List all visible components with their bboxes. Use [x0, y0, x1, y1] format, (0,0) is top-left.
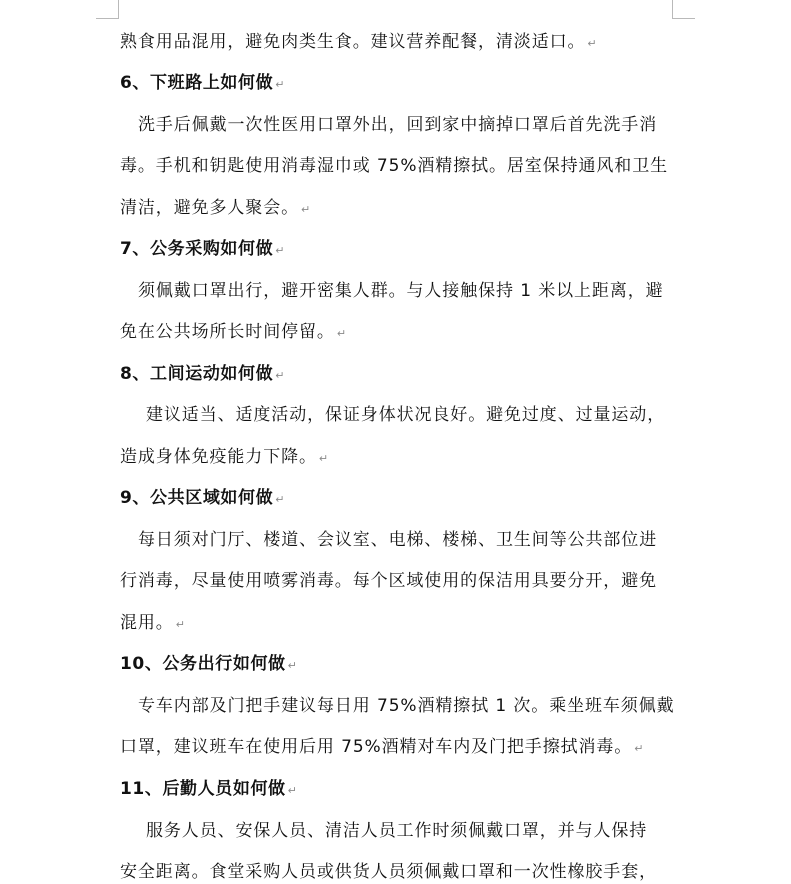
page-corner-mark-right: [672, 0, 695, 19]
page-corner-mark-left: [96, 0, 119, 19]
section-heading: 9、公共区域如何做 ↵: [120, 488, 285, 508]
paragraph-mark-icon: ↵: [634, 742, 644, 755]
paragraph-mark-icon: ↵: [318, 452, 329, 465]
section-heading: 10、公务出行如何做 ↵: [120, 654, 297, 674]
body-text-line: 专车内部及门把手建议每日用 75%酒精擦拭 1 次。乘坐班车须佩戴: [138, 696, 675, 716]
paragraph-mark-icon: ↵: [275, 369, 285, 382]
body-text-line: 每日须对门厅、楼道、会议室、电梯、楼梯、卫生间等公共部位进: [138, 530, 658, 550]
body-text-line: 须佩戴口罩出行，避开密集人群。与人接触保持 1 米以上距离，避: [138, 281, 664, 301]
paragraph-mark-icon: ↵: [275, 493, 285, 506]
body-text-line: 建议适当、适度活动，保证身体状况良好。避免过度、过量运动，: [146, 405, 666, 425]
body-text-line: 口罩，建议班车在使用后用 75%酒精对车内及门把手擦拭消毒。 ↵: [120, 737, 644, 757]
paragraph-mark-icon: ↵: [287, 784, 297, 797]
body-text-line: 毒。手机和钥匙使用消毒湿巾或 75%酒精擦拭。居室保持通风和卫生: [120, 156, 668, 176]
body-text-line: 熟食用品混用，避免肉类生食。建议营养配餐，清淡适口。 ↵: [120, 32, 597, 52]
body-text-line: 免在公共场所长时间停留。 ↵: [120, 322, 347, 342]
body-text-line: 安全距离。食堂采购人员或供货人员须佩戴口罩和一次性橡胶手套，: [120, 862, 657, 882]
body-text-line: 洗手后佩戴一次性医用口罩外出，回到家中摘掉口罩后首先洗手消: [138, 115, 658, 135]
body-text-line: 造成身体免疫能力下降。 ↵: [120, 447, 329, 467]
section-heading: 11、后勤人员如何做 ↵: [120, 779, 297, 799]
paragraph-mark-icon: ↵: [336, 327, 347, 340]
paragraph-mark-icon: ↵: [275, 78, 285, 91]
section-heading: 8、工间运动如何做 ↵: [120, 364, 285, 384]
paragraph-mark-icon: ↵: [587, 37, 597, 50]
paragraph-mark-icon: ↵: [175, 618, 185, 631]
paragraph-mark-icon: ↵: [287, 659, 297, 672]
paragraph-mark-icon: ↵: [275, 244, 285, 257]
body-text-line: 服务人员、安保人员、清洁人员工作时须佩戴口罩，并与人保持: [146, 821, 648, 841]
section-heading: 7、公务采购如何做 ↵: [120, 239, 285, 259]
paragraph-mark-icon: ↵: [301, 203, 311, 216]
body-text-line: 清洁，避免多人聚会。 ↵: [120, 198, 311, 218]
body-text-line: 混用。 ↵: [120, 613, 185, 633]
body-text-line: 行消毒，尽量使用喷雾消毒。每个区域使用的保洁用具要分开，避免: [120, 571, 657, 591]
section-heading: 6、下班路上如何做 ↵: [120, 73, 285, 93]
